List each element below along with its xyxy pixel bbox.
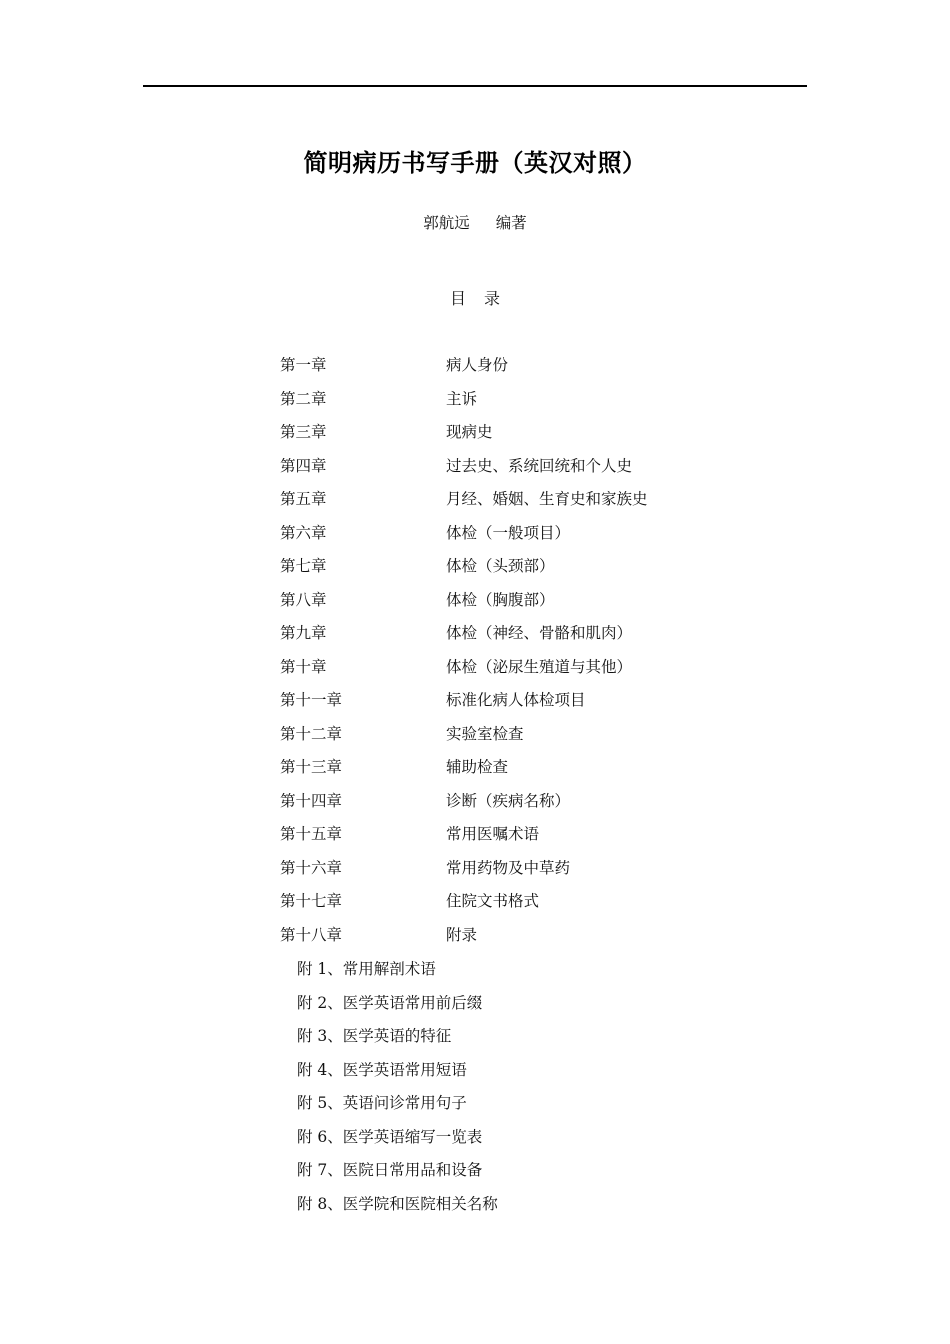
chapter-title: 过去史、系统回统和个人史 — [446, 456, 633, 475]
chapter-title: 实验室检查 — [446, 724, 524, 743]
toc-chapter-row[interactable] — [280, 386, 648, 420]
document-title: 简明病历书写手册（英汉对照） — [303, 149, 647, 177]
toc-chapter-row[interactable] — [280, 721, 648, 755]
toc-chapter-row[interactable] — [280, 855, 648, 889]
chapter-title: 住院文书格式 — [446, 892, 540, 910]
chapter-title: 体检（泌尿生殖道与其他） — [446, 657, 633, 676]
chapter-number: 第四章 — [280, 456, 327, 475]
chapter-title: 常用医嘱术语 — [446, 825, 540, 843]
chapter-number: 第十六章 — [280, 858, 343, 877]
chapter-title: 体检（胸腹部） — [446, 590, 555, 609]
chapter-number: 第十七章 — [280, 892, 343, 910]
toc-chapter-row[interactable] — [280, 419, 648, 453]
toc-appendix-item[interactable]: 附 6、医学英语缩写一览表 — [297, 1127, 483, 1146]
toc-chapter-row[interactable] — [280, 687, 648, 721]
toc-chapter-row[interactable] — [280, 821, 648, 855]
toc-chapter-row[interactable] — [280, 553, 648, 587]
chapter-title: 标准化病人体检项目 — [446, 691, 586, 709]
chapter-title: 月经、婚姻、生育史和家族史 — [446, 490, 648, 508]
chapter-number: 第十一章 — [280, 691, 343, 709]
chapter-title: 常用药物及中草药 — [446, 858, 571, 877]
chapter-number: 第二章 — [280, 389, 327, 408]
chapter-title: 附录 — [446, 925, 478, 944]
chapter-title: 主诉 — [446, 389, 478, 408]
toc-heading: 目录 — [449, 289, 518, 308]
toc-chapter-row[interactable] — [280, 888, 648, 922]
toc-chapter-row[interactable] — [280, 922, 648, 956]
chapter-title: 现病史 — [446, 423, 493, 441]
chapter-title: 体检（神经、骨骼和肌肉） — [446, 624, 633, 642]
author-role: 编著 — [495, 214, 527, 232]
chapter-title: 体检（头颈部） — [446, 557, 555, 575]
toc-appendix-item[interactable]: 附 8、医学院和医院相关名称 — [297, 1194, 498, 1213]
author-name: 郭航远 — [423, 214, 470, 232]
toc-chapter-row[interactable] — [280, 453, 648, 487]
chapter-title: 辅助检查 — [446, 758, 509, 776]
chapter-number: 第十二章 — [280, 724, 343, 743]
toc-appendix-list — [297, 956, 498, 1224]
chapter-title: 诊断（疾病名称） — [446, 791, 571, 810]
chapter-number: 第十五章 — [280, 825, 343, 843]
chapter-number: 第一章 — [280, 356, 327, 374]
chapter-number: 第八章 — [280, 590, 327, 609]
toc-appendix-item[interactable]: 附 2、医学英语常用前后缀 — [297, 993, 483, 1012]
toc-appendix-item[interactable]: 附 7、医院日常用品和设备 — [297, 1161, 483, 1179]
chapter-title: 体检（一般项目） — [446, 523, 571, 542]
chapter-number: 第六章 — [280, 523, 327, 542]
toc-chapter-row[interactable] — [280, 352, 648, 386]
toc-chapter-list — [280, 352, 648, 955]
toc-appendix-item[interactable]: 附 3、医学英语的特征 — [297, 1027, 452, 1045]
toc-chapter-row[interactable] — [280, 788, 648, 822]
toc-chapter-row[interactable] — [280, 620, 648, 654]
chapter-number: 第十三章 — [280, 758, 343, 776]
author-line — [0, 211, 950, 233]
toc-chapter-row[interactable] — [280, 486, 648, 520]
chapter-number: 第十章 — [280, 657, 327, 676]
toc-chapter-row[interactable] — [280, 520, 648, 554]
toc-chapter-row[interactable] — [280, 754, 648, 788]
chapter-number: 第十八章 — [280, 925, 343, 944]
chapter-number: 第七章 — [280, 557, 327, 575]
toc-appendix-item[interactable]: 附 1、常用解剖术语 — [297, 960, 436, 978]
chapter-number: 第九章 — [280, 624, 327, 642]
toc-chapter-row[interactable] — [280, 587, 648, 621]
chapter-title: 病人身份 — [446, 356, 509, 374]
toc-chapter-row[interactable] — [280, 654, 648, 688]
chapter-number: 第三章 — [280, 423, 327, 441]
toc-appendix-item[interactable]: 附 4、医学英语常用短语 — [297, 1060, 467, 1079]
chapter-number: 第十四章 — [280, 791, 343, 810]
top-rule — [143, 85, 807, 87]
chapter-number: 第五章 — [280, 490, 327, 508]
toc-appendix-item[interactable]: 附 5、英语问诊常用句子 — [297, 1094, 467, 1112]
